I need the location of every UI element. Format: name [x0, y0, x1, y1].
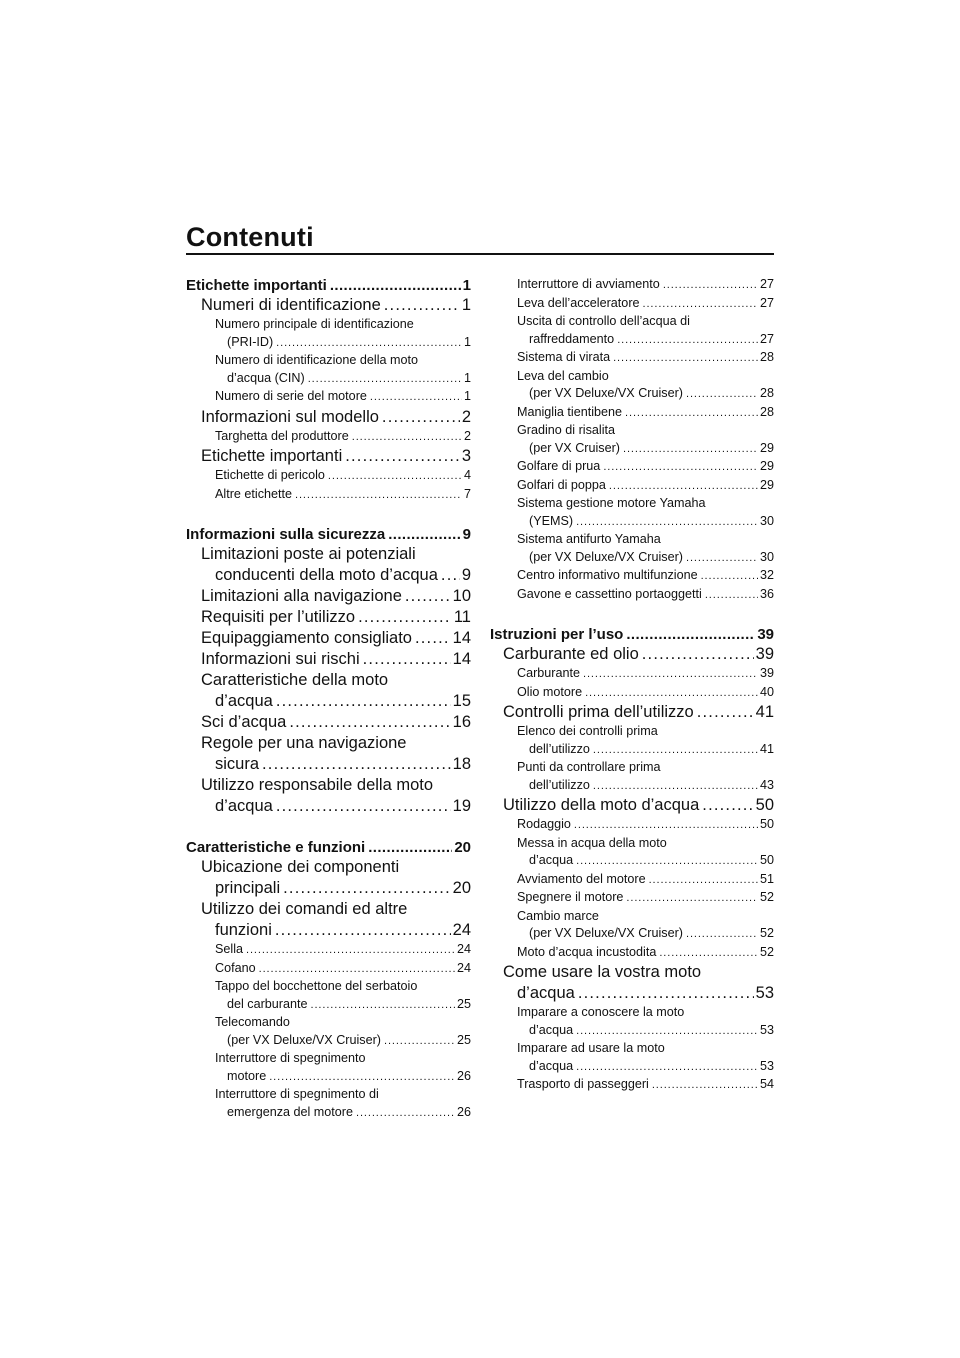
toc-entry-label: (per VX Deluxe/VX Cruiser) — [529, 549, 683, 564]
toc-entry[interactable] — [490, 816, 774, 835]
toc-entry[interactable] — [186, 352, 471, 388]
dot-leader — [576, 514, 758, 532]
toc-entry-label: Sistema gestione motore Yamaha — [517, 496, 706, 510]
dot-leader — [311, 997, 455, 1015]
toc-page-number: 28 — [759, 386, 774, 400]
toc-page-number: 39 — [757, 626, 774, 643]
toc-entry-label: d’acqua (CIN) — [227, 370, 305, 385]
toc-entry[interactable] — [490, 567, 774, 586]
toc-entry-label: Utilizzo dei comandi ed altre — [201, 900, 408, 918]
dot-leader — [246, 942, 455, 960]
toc-page-number: 20 — [452, 879, 471, 897]
toc-page-number: 39 — [755, 645, 774, 663]
toc-entry[interactable] — [490, 404, 774, 423]
toc-entry-label: (per VX Deluxe/VX Cruiser) — [529, 926, 683, 940]
toc-entry[interactable] — [490, 368, 774, 404]
title-rule — [186, 253, 774, 255]
toc-page-number: 15 — [452, 692, 471, 710]
toc-entry-label: Altre etichette — [215, 486, 293, 501]
dot-leader — [642, 644, 754, 665]
toc-entry-label: (PRI-ID) — [227, 334, 274, 349]
toc-page-number: 24 — [456, 960, 471, 975]
toc-entry-label: Numero di serie del motore — [215, 389, 367, 403]
toc-entry-label: (per VX Cruiser) — [529, 440, 620, 455]
toc-page-number: 9 — [461, 566, 471, 584]
toc-page-number: 20 — [454, 839, 471, 856]
toc-page-number: 36 — [759, 586, 774, 601]
toc-page-number: 7 — [463, 486, 471, 501]
toc-entry-label: Gradino di risalita — [517, 423, 615, 437]
toc-entry-label: Uscita di controllo dell’acqua di — [517, 314, 690, 328]
dot-leader — [623, 441, 758, 459]
toc-entry-label: Utilizzo responsabile della moto — [201, 776, 434, 794]
toc-page-number: 4 — [463, 468, 471, 482]
toc-entry-label: dell’utilizzo — [529, 777, 590, 792]
toc-entry[interactable] — [490, 276, 774, 295]
toc-page-number: 52 — [759, 944, 774, 959]
toc-entry[interactable] — [186, 628, 471, 649]
toc-page-number: 24 — [452, 921, 471, 939]
toc-section-heading[interactable] — [490, 625, 774, 644]
dot-leader — [269, 1069, 455, 1087]
toc-page-number: 26 — [456, 1068, 471, 1083]
toc-entry-label: Etichette di pericolo — [215, 468, 325, 482]
toc-entry-label: conducenti della moto d’acqua — [215, 566, 438, 584]
toc-entry-label: Interruttore di spegnimento — [215, 1051, 366, 1065]
toc-entry-label: Interruttore di avviamento — [517, 277, 660, 291]
toc-entry[interactable] — [186, 467, 471, 486]
toc-section-heading[interactable] — [186, 838, 471, 857]
toc-entry[interactable] — [490, 477, 774, 496]
toc-entry-label: Etichette importanti — [201, 447, 343, 465]
dot-leader — [686, 550, 758, 568]
toc-page-number: 32 — [759, 568, 774, 582]
dot-leader — [576, 1059, 758, 1077]
toc-entry-label: d’acqua — [529, 1058, 574, 1073]
toc-entry-label: Telecomando — [215, 1015, 290, 1029]
toc-entry-label: Centro informativo multifunzione — [517, 568, 698, 582]
dot-leader — [276, 335, 462, 353]
dot-leader — [358, 607, 452, 628]
toc-entry-label: d’acqua — [215, 692, 273, 710]
toc-entry-label: Controlli prima dell’utilizzo — [503, 703, 694, 721]
toc-entry-label: Numero principale di identificazione — [215, 317, 414, 331]
dot-leader — [345, 446, 460, 467]
dot-leader — [585, 685, 758, 703]
toc-page-number: 10 — [452, 587, 471, 605]
toc-entry-label: d’acqua — [529, 1022, 574, 1037]
toc-page-number: 11 — [453, 608, 471, 626]
toc-entry-label: Interruttore di spegnimento di — [215, 1087, 379, 1101]
toc-entry-label: Sci d’acqua — [201, 713, 287, 731]
toc-entry[interactable] — [186, 586, 471, 607]
dot-leader — [702, 795, 753, 816]
toc-entry-label: Spegnere il motore — [517, 890, 624, 904]
toc-entry[interactable] — [490, 644, 774, 665]
toc-entry[interactable] — [490, 944, 774, 963]
toc-page-number: 54 — [759, 1077, 774, 1091]
dot-leader — [276, 691, 451, 712]
toc-section-heading[interactable] — [186, 525, 471, 544]
toc-entry-label: emergenza del motore — [227, 1104, 354, 1119]
toc-page-number: 50 — [755, 796, 774, 814]
toc-page-number: 29 — [759, 440, 774, 455]
toc-page-number: 28 — [759, 350, 774, 364]
toc-entry[interactable] — [490, 795, 774, 816]
toc-column-right — [490, 276, 774, 1095]
toc-entry-label: Regole per una navigazione — [201, 734, 407, 752]
toc-entry-label: dell’utilizzo — [529, 741, 590, 756]
toc-page-number: 2 — [461, 407, 471, 426]
toc-entry-label: Ubicazione dei componenti — [201, 858, 400, 876]
toc-entry[interactable] — [490, 665, 774, 684]
toc-entry-label: Informazioni sui rischi — [201, 650, 360, 668]
toc-entry-label: Informazioni sulla sicurezza — [186, 526, 386, 543]
dot-leader — [701, 568, 758, 586]
toc-page-number: 25 — [456, 996, 471, 1011]
toc-entry-label: Targhetta del produttore — [215, 428, 349, 443]
dot-leader — [356, 1105, 455, 1123]
toc-page-number: 53 — [755, 984, 774, 1002]
toc-page-number: 40 — [759, 684, 774, 699]
toc-page-number: 1 — [463, 389, 471, 403]
toc-entry-label: Utilizzo della moto d’acqua — [503, 796, 700, 814]
toc-entry[interactable] — [490, 1004, 774, 1040]
dot-leader — [283, 878, 451, 899]
toc-entry-label: Caratteristiche della moto — [201, 671, 389, 689]
toc-entry-label: Carburante — [517, 666, 581, 680]
toc-entry-label: (YEMS) — [529, 513, 574, 528]
dot-leader — [441, 565, 460, 586]
toc-page-number: 41 — [759, 741, 774, 756]
dot-leader — [686, 926, 758, 944]
toc-entry-label: Numero di identificazione della moto — [215, 353, 419, 367]
toc-entry-label: Moto d’acqua incustodita — [517, 944, 657, 959]
dot-leader — [593, 742, 758, 760]
toc-page-number: 39 — [759, 666, 774, 680]
toc-entry[interactable] — [186, 649, 471, 670]
toc-entry-label: (per VX Deluxe/VX Cruiser) — [529, 386, 683, 400]
toc-entry[interactable] — [186, 1086, 471, 1122]
toc-entry-label: funzioni — [215, 921, 272, 939]
toc-entry-label: Leva dell’acceleratore — [517, 295, 640, 310]
toc-entry-label: Golfari di poppa — [517, 477, 606, 492]
toc-entry-label: Gavone e cassettino portaoggetti — [517, 586, 702, 601]
toc-entry[interactable] — [490, 889, 774, 908]
dot-leader — [295, 487, 462, 505]
toc-page-number: 30 — [759, 549, 774, 564]
toc-entry[interactable] — [490, 349, 774, 368]
dot-leader — [705, 587, 758, 605]
dot-leader — [276, 796, 451, 817]
dot-leader — [659, 945, 758, 963]
dot-leader — [613, 350, 758, 368]
dot-leader — [625, 405, 758, 423]
dot-leader — [328, 468, 462, 486]
toc-entry-label: Avviamento del motore — [517, 871, 646, 886]
toc-page-number: 53 — [759, 1022, 774, 1037]
toc-entry[interactable] — [490, 908, 774, 944]
toc-page-number: 26 — [456, 1104, 471, 1119]
dot-leader — [593, 778, 758, 796]
toc-entry[interactable] — [186, 388, 471, 407]
toc-entry-label: Sistema di virata — [517, 350, 611, 364]
toc-entry[interactable] — [490, 295, 774, 314]
toc-page-number: 52 — [759, 890, 774, 904]
toc-page-number: 53 — [759, 1058, 774, 1073]
dot-leader — [576, 1023, 758, 1041]
dot-leader — [583, 666, 758, 684]
dot-leader — [415, 628, 451, 649]
toc-entry[interactable] — [490, 313, 774, 349]
toc-entry-label: Rodaggio — [517, 817, 571, 831]
toc-entry-label: Elenco dei controlli prima — [517, 724, 658, 738]
dot-leader — [617, 332, 758, 350]
toc-page-number: 43 — [759, 777, 774, 792]
toc-page-number: 41 — [755, 703, 774, 721]
toc-entry-label: Caratteristiche e funzioni — [186, 839, 366, 856]
toc-entry-label: raffreddamento — [529, 331, 615, 346]
toc-page-number: 14 — [452, 650, 471, 668]
toc-entry[interactable] — [186, 899, 471, 941]
toc-page-number: 1 — [461, 296, 471, 314]
toc-entry-label: Limitazioni poste ai potenziali — [201, 545, 416, 563]
dot-leader — [609, 478, 758, 496]
dot-leader — [330, 276, 461, 295]
toc-entry[interactable] — [490, 1076, 774, 1095]
toc-page-number: 25 — [456, 1032, 471, 1047]
toc-entry-label: Requisiti per l’utilizzo — [201, 608, 356, 626]
dot-leader — [388, 525, 460, 544]
toc-entry[interactable] — [490, 531, 774, 567]
toc-entry-label: principali — [215, 879, 281, 897]
toc-entry[interactable] — [186, 775, 471, 817]
toc-entry[interactable] — [186, 316, 471, 352]
dot-leader — [643, 296, 758, 314]
toc-entry-label: Tappo del bocchettone del serbatoio — [215, 979, 418, 993]
dot-leader — [384, 1033, 455, 1051]
toc-section-heading[interactable] — [186, 276, 471, 295]
dot-leader — [275, 920, 451, 941]
toc-page-number: 1 — [463, 334, 471, 349]
dot-leader — [308, 371, 462, 389]
toc-entry[interactable] — [490, 871, 774, 890]
toc-entry[interactable] — [490, 684, 774, 703]
toc-entry-label: Cofano — [215, 960, 256, 975]
page-title: Contenuti — [186, 222, 314, 252]
dot-leader — [697, 702, 754, 723]
toc-entry-label: motore — [227, 1068, 267, 1083]
toc-entry-label: Come usare la vostra moto — [503, 963, 702, 981]
toc-entry-label: (per VX Deluxe/VX Cruiser) — [227, 1032, 381, 1047]
toc-entry[interactable] — [490, 422, 774, 458]
toc-entry[interactable] — [490, 835, 774, 871]
toc-page-number: 18 — [452, 755, 471, 773]
toc-entry[interactable] — [186, 670, 471, 712]
toc-entry[interactable] — [186, 960, 471, 979]
toc-page-number: 27 — [759, 331, 774, 346]
dot-leader — [603, 459, 758, 477]
toc-page-number: 27 — [759, 277, 774, 291]
toc-page-number: 9 — [462, 526, 471, 543]
toc-page-number: 29 — [759, 477, 774, 492]
toc-entry[interactable] — [186, 295, 471, 316]
toc-entry-label: Carburante ed olio — [503, 645, 639, 663]
toc-entry[interactable] — [186, 607, 471, 628]
toc-entry-label: d’acqua — [215, 797, 273, 815]
toc-entry-label: Etichette importanti — [186, 277, 327, 294]
dot-leader — [626, 625, 755, 644]
toc-entry-label: Cambio marce — [517, 908, 599, 923]
dot-leader — [368, 838, 452, 857]
toc-entry[interactable] — [490, 458, 774, 477]
toc-entry[interactable] — [186, 712, 471, 733]
toc-page-number: 29 — [759, 459, 774, 473]
dot-leader — [574, 817, 758, 835]
toc-page-number: 51 — [759, 871, 774, 886]
toc-entry[interactable] — [186, 1050, 471, 1086]
dot-leader — [370, 389, 462, 407]
toc-entry[interactable] — [490, 495, 774, 531]
toc-page-number: 14 — [452, 629, 471, 647]
dot-leader — [405, 586, 451, 607]
toc-page-number: 52 — [759, 926, 774, 940]
toc-entry[interactable] — [186, 407, 471, 428]
toc-entry[interactable] — [490, 586, 774, 605]
dot-leader — [382, 407, 460, 428]
toc-entry[interactable] — [490, 1040, 774, 1076]
dot-leader — [352, 429, 462, 447]
toc-entry[interactable] — [490, 962, 774, 1004]
dot-leader — [384, 295, 460, 316]
toc-entry[interactable] — [186, 1014, 471, 1050]
toc-page-number: 1 — [462, 277, 471, 294]
toc-entry[interactable] — [186, 978, 471, 1014]
toc-entry[interactable] — [186, 941, 471, 960]
toc-entry-label: Trasporto di passeggeri — [517, 1077, 649, 1091]
dot-leader — [259, 961, 455, 979]
dot-leader — [289, 712, 450, 733]
dot-leader — [686, 386, 758, 404]
dot-leader — [578, 983, 754, 1004]
toc-entry[interactable] — [186, 544, 471, 586]
toc-entry-label: Imparare a conoscere la moto — [517, 1005, 685, 1019]
toc-page-number: 30 — [759, 513, 774, 528]
toc-entry[interactable] — [490, 759, 774, 795]
toc-page-number: 24 — [456, 942, 471, 956]
toc-page-number: 2 — [463, 428, 471, 443]
toc-page-number: 19 — [452, 797, 471, 815]
toc-entry-label: Punti da controllare prima — [517, 760, 661, 774]
toc-entry[interactable] — [490, 723, 774, 759]
toc-entry-label: Messa in acqua della moto — [517, 835, 667, 850]
dot-leader — [652, 1077, 758, 1095]
dot-leader — [576, 853, 758, 871]
toc-entry-label: Olio motore — [517, 684, 583, 699]
toc-entry-label: d’acqua — [529, 853, 574, 867]
toc-page-number: 50 — [759, 853, 774, 867]
toc-entry[interactable] — [186, 486, 471, 505]
toc-entry-label: Leva del cambio — [517, 368, 609, 383]
toc-entry-label: Sistema antifurto Yamaha — [517, 532, 661, 546]
toc-entry-label: Informazioni sul modello — [201, 407, 379, 426]
toc-page-number: 1 — [463, 370, 471, 385]
toc-page-number: 50 — [759, 817, 774, 831]
dot-leader — [363, 649, 451, 670]
toc-entry-label: Golfare di prua — [517, 459, 601, 473]
toc-entry[interactable] — [186, 733, 471, 775]
toc-entry-label: sicura — [215, 755, 260, 773]
toc-entry[interactable] — [186, 428, 471, 447]
toc-column-left — [186, 276, 471, 1122]
toc-page-number: 27 — [759, 295, 774, 310]
toc-page-number: 3 — [461, 447, 471, 465]
toc-entry-label: d’acqua — [517, 984, 575, 1002]
toc-page-number: 16 — [452, 713, 471, 731]
dot-leader — [663, 277, 758, 295]
dot-leader — [262, 754, 451, 775]
toc-entry[interactable] — [186, 857, 471, 899]
toc-entry[interactable] — [490, 702, 774, 723]
dot-leader — [649, 872, 758, 890]
toc-page-number: 28 — [759, 404, 774, 419]
toc-entry-label: Istruzioni per l’uso — [490, 626, 624, 643]
toc-entry-label: Maniglia tientibene — [517, 404, 623, 419]
toc-entry[interactable] — [186, 446, 471, 467]
toc-entry-label: Imparare ad usare la moto — [517, 1041, 665, 1055]
toc-entry-label: Numeri di identificazione — [201, 296, 381, 314]
toc-entry-label: Limitazioni alla navigazione — [201, 587, 402, 605]
dot-leader — [626, 890, 758, 908]
toc-entry-label: Equipaggiamento consigliato — [201, 629, 412, 647]
toc-entry-label: del carburante — [227, 996, 308, 1011]
toc-entry-label: Sella — [215, 942, 244, 956]
